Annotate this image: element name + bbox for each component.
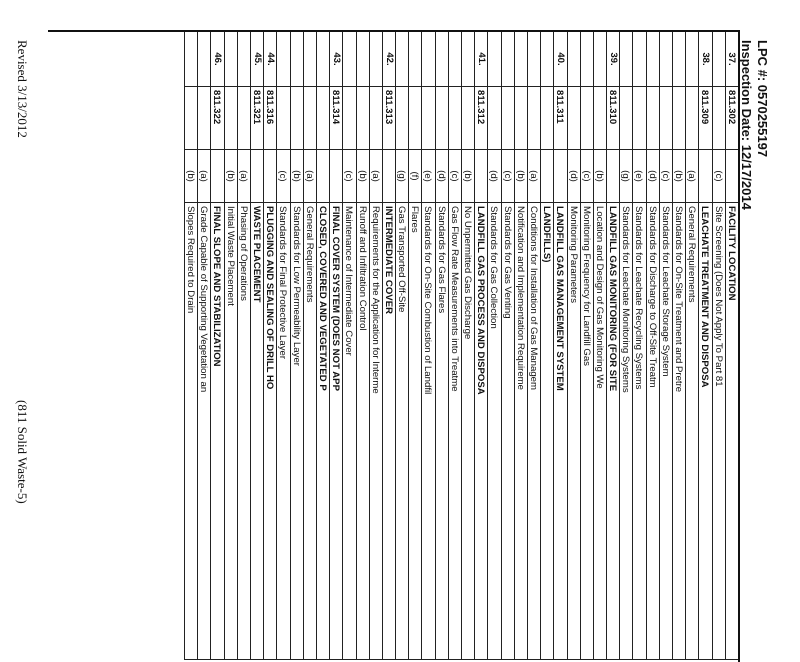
requirement-description: Standards for On-Site Treatment and Pretre <box>673 203 686 660</box>
section-number <box>277 87 290 150</box>
requirement-description: FINAL COVER SYSTEM (DOES NOT APP <box>330 203 343 660</box>
requirement-description: Monitoring Frequency for Landfill Gas <box>580 203 593 660</box>
section-number <box>528 87 541 150</box>
requirement-description: LANDFILLS) <box>541 203 554 660</box>
section-number: 811.302 <box>725 87 738 150</box>
requirement-description: Runoff and Infiltration Control <box>356 203 369 660</box>
subsection-letter: (c) <box>501 150 514 203</box>
requirement-description: Conditions for Installation of Gas Managem <box>528 203 541 660</box>
requirement-description: Standards for On-Site Combustion of Landfil <box>422 203 435 660</box>
requirement-description: General Requirements <box>686 203 699 660</box>
requirement-description: Gas Transported Off-Site <box>396 203 409 660</box>
table-row <box>554 32 567 660</box>
subsection-letter: (a) <box>528 150 541 203</box>
requirement-description: Initial Waste Placement <box>224 203 237 660</box>
section-number <box>422 87 435 150</box>
requirement-description: Standards for Gas Flares <box>435 203 448 660</box>
table-row <box>593 32 606 660</box>
subsection-letter <box>607 150 620 203</box>
table-row <box>264 32 277 660</box>
subsection-letter <box>264 150 277 203</box>
item-number <box>343 32 356 87</box>
section-number: 811.312 <box>475 87 488 150</box>
table-row <box>567 32 580 660</box>
section-number: 811.309 <box>699 87 712 150</box>
subsection-letter <box>330 150 343 203</box>
section-number <box>514 87 527 150</box>
section-number <box>686 87 699 150</box>
requirement-description: Standards for Final Protective Layer <box>277 203 290 660</box>
subsection-letter <box>554 150 567 203</box>
subsection-letter: (c) <box>580 150 593 203</box>
subsection-letter: (b) <box>290 150 303 203</box>
item-number <box>198 32 211 87</box>
subsection-letter <box>317 150 330 203</box>
item-number: 43. <box>330 32 343 87</box>
subsection-letter: (c) <box>343 150 356 203</box>
table-row <box>422 32 435 660</box>
table-row <box>528 32 541 660</box>
item-number <box>659 32 672 87</box>
table-row <box>659 32 672 660</box>
subsection-letter: (g) <box>396 150 409 203</box>
requirement-description: Standards for Leachate Storage System <box>659 203 672 660</box>
table-row <box>330 32 343 660</box>
subsection-letter: (b) <box>185 150 198 203</box>
table-row <box>686 32 699 660</box>
item-number <box>567 32 580 87</box>
item-number <box>462 32 475 87</box>
requirement-description: PLUGGING AND SEALING OF DRILL HO <box>264 203 277 660</box>
section-number <box>303 87 316 150</box>
table-row <box>224 32 237 660</box>
table-row <box>475 32 488 660</box>
subsection-letter: (b) <box>593 150 606 203</box>
table-row <box>501 32 514 660</box>
requirement-description: Site Screening (Does Not Apply To Part 81 <box>712 203 725 660</box>
section-number <box>633 87 646 150</box>
table-row <box>448 32 461 660</box>
subsection-letter <box>541 150 554 203</box>
subsection-letter: (g) <box>620 150 633 203</box>
item-number: 42. <box>382 32 395 87</box>
section-number <box>369 87 382 150</box>
item-number <box>356 32 369 87</box>
requirement-description: Notification and Implementation Requireme <box>514 203 527 660</box>
subsection-letter: (d) <box>567 150 580 203</box>
requirement-description: LANDFILL GAS PROCESS AND DISPOSA <box>475 203 488 660</box>
item-number: 45. <box>251 32 264 87</box>
requirement-description: Standards for Gas Collection <box>488 203 501 660</box>
requirement-description: Maintenance of Intermediate Cover <box>343 203 356 660</box>
requirement-description: LANDFILL GAS MONITORING (FOR SITE <box>607 203 620 660</box>
section-number: 811.311 <box>554 87 567 150</box>
subsection-letter <box>475 150 488 203</box>
item-number <box>673 32 686 87</box>
requirement-description: Standards for Low Permeability Layer <box>290 203 303 660</box>
item-number <box>501 32 514 87</box>
subsection-letter: (d) <box>435 150 448 203</box>
item-number: 37. <box>725 32 738 87</box>
section-number <box>712 87 725 150</box>
item-number <box>435 32 448 87</box>
requirement-description: No Unpermitted Gas Discharge <box>462 203 475 660</box>
checklist-table <box>48 30 740 662</box>
requirement-description: WASTE PLACEMENT <box>251 203 264 660</box>
item-number <box>409 32 422 87</box>
subsection-letter: (d) <box>488 150 501 203</box>
item-number <box>369 32 382 87</box>
requirement-description: Slopes Required to Drain <box>185 203 198 660</box>
requirement-description: General Requirements <box>303 203 316 660</box>
section-number: 811.321 <box>251 87 264 150</box>
table-row <box>646 32 659 660</box>
item-number: 46. <box>211 32 224 87</box>
page-header <box>738 40 770 210</box>
item-number <box>317 32 330 87</box>
table-row <box>198 32 211 660</box>
table-row <box>514 32 527 660</box>
subsection-letter: (a) <box>303 150 316 203</box>
requirement-description: Flares <box>409 203 422 660</box>
requirement-description: FINAL SLOPE AND STABILIZATION <box>211 203 224 660</box>
item-number <box>633 32 646 87</box>
section-number: 811.322 <box>211 87 224 150</box>
section-number <box>488 87 501 150</box>
table-row <box>211 32 224 660</box>
requirement-description: FACILITY LOCATION <box>725 203 738 660</box>
section-number <box>593 87 606 150</box>
item-number: 41. <box>475 32 488 87</box>
table-row <box>237 32 250 660</box>
table-row <box>277 32 290 660</box>
table-row <box>343 32 356 660</box>
item-number <box>290 32 303 87</box>
section-number: 811.314 <box>330 87 343 150</box>
item-number <box>224 32 237 87</box>
section-number <box>185 87 198 150</box>
section-number <box>317 87 330 150</box>
item-number: 38. <box>699 32 712 87</box>
section-number <box>198 87 211 150</box>
table-row <box>462 32 475 660</box>
inspection-date: Inspection Date: 12/17/2014 <box>739 40 754 210</box>
table-row <box>382 32 395 660</box>
item-number <box>185 32 198 87</box>
item-number: 40. <box>554 32 567 87</box>
item-number <box>488 32 501 87</box>
requirement-description: LEACHATE TREATMENT AND DISPOSA <box>699 203 712 660</box>
requirement-description: CLOSED, COVERED AND VEGETATED P <box>317 203 330 660</box>
table-row <box>620 32 633 660</box>
subsection-letter <box>699 150 712 203</box>
subsection-letter: (b) <box>673 150 686 203</box>
section-number <box>620 87 633 150</box>
section-number <box>501 87 514 150</box>
table-row <box>290 32 303 660</box>
subsection-letter: (c) <box>659 150 672 203</box>
subsection-letter <box>211 150 224 203</box>
section-number <box>343 87 356 150</box>
item-number: 44. <box>264 32 277 87</box>
table-row <box>409 32 422 660</box>
section-number <box>673 87 686 150</box>
subsection-letter: (b) <box>356 150 369 203</box>
section-number <box>541 87 554 150</box>
table-row <box>185 32 198 660</box>
item-number <box>620 32 633 87</box>
requirement-description: LANDFILL GAS MANAGEMENT SYSTEM <box>554 203 567 660</box>
subsection-letter: (c) <box>712 150 725 203</box>
section-number <box>237 87 250 150</box>
table-row <box>435 32 448 660</box>
table-row <box>712 32 725 660</box>
subsection-letter <box>251 150 264 203</box>
requirement-description: Location and Design of Gas Monitoring We <box>593 203 606 660</box>
table-row <box>699 32 712 660</box>
subsection-letter: (c) <box>448 150 461 203</box>
item-number: 39. <box>607 32 620 87</box>
section-number <box>646 87 659 150</box>
item-number <box>514 32 527 87</box>
section-number <box>462 87 475 150</box>
section-number <box>567 87 580 150</box>
subsection-letter: (e) <box>633 150 646 203</box>
table-row <box>251 32 264 660</box>
section-number <box>435 87 448 150</box>
table-row <box>633 32 646 660</box>
table-row <box>541 32 554 660</box>
table-row <box>356 32 369 660</box>
section-number <box>448 87 461 150</box>
item-number <box>396 32 409 87</box>
subsection-letter: (e) <box>422 150 435 203</box>
item-number <box>303 32 316 87</box>
item-number <box>686 32 699 87</box>
section-number: 811.310 <box>607 87 620 150</box>
subsection-letter <box>725 150 738 203</box>
subsection-letter: (a) <box>369 150 382 203</box>
requirement-description: Standards for Discharge to Off-Site Treatm <box>646 203 659 660</box>
subsection-letter: (b) <box>224 150 237 203</box>
item-number <box>277 32 290 87</box>
table-row <box>369 32 382 660</box>
section-number: 811.316 <box>264 87 277 150</box>
item-number <box>422 32 435 87</box>
table-row <box>580 32 593 660</box>
subsection-letter: (a) <box>686 150 699 203</box>
section-number <box>290 87 303 150</box>
form-number: (811 Solid Waste-5) <box>15 400 30 504</box>
table-row <box>303 32 316 660</box>
item-number <box>712 32 725 87</box>
requirement-description: Requirements for the Application for Interme <box>369 203 382 660</box>
subsection-letter <box>382 150 395 203</box>
requirement-description: Grade Capable of Supporting Vegetation an <box>198 203 211 660</box>
item-number <box>541 32 554 87</box>
requirement-description: Standards for Gas Venting <box>501 203 514 660</box>
requirement-description: Standards for Leachate Monitoring Systems <box>620 203 633 660</box>
subsection-letter: (b) <box>462 150 475 203</box>
revision-date: Revised 3/13/2012 <box>15 40 30 138</box>
item-number <box>593 32 606 87</box>
table-row <box>317 32 330 660</box>
section-number <box>580 87 593 150</box>
subsection-letter: (f) <box>409 150 422 203</box>
requirement-description: Gas Flow Rate Measurements into Treatme <box>448 203 461 660</box>
subsection-letter: (c) <box>277 150 290 203</box>
table-row <box>396 32 409 660</box>
section-number <box>224 87 237 150</box>
requirement-description: Phasing of Operations <box>237 203 250 660</box>
section-number <box>396 87 409 150</box>
table-row <box>607 32 620 660</box>
subsection-letter: (a) <box>198 150 211 203</box>
lpc-number: LPC #: 0570255197 <box>755 40 770 158</box>
table-row <box>673 32 686 660</box>
requirement-description: INTERMEDIATE COVER <box>382 203 395 660</box>
section-number <box>409 87 422 150</box>
section-number: 811.313 <box>382 87 395 150</box>
subsection-letter: (a) <box>237 150 250 203</box>
item-number <box>580 32 593 87</box>
item-number <box>646 32 659 87</box>
item-number <box>528 32 541 87</box>
section-number <box>659 87 672 150</box>
requirement-description: Monitoring Parameters <box>567 203 580 660</box>
subsection-letter: (b) <box>514 150 527 203</box>
table-row <box>488 32 501 660</box>
section-number <box>356 87 369 150</box>
requirement-description: Standards for Leachate Recycling Systems <box>633 203 646 660</box>
table-row <box>725 32 738 660</box>
item-number <box>237 32 250 87</box>
item-number <box>448 32 461 87</box>
subsection-letter: (d) <box>646 150 659 203</box>
